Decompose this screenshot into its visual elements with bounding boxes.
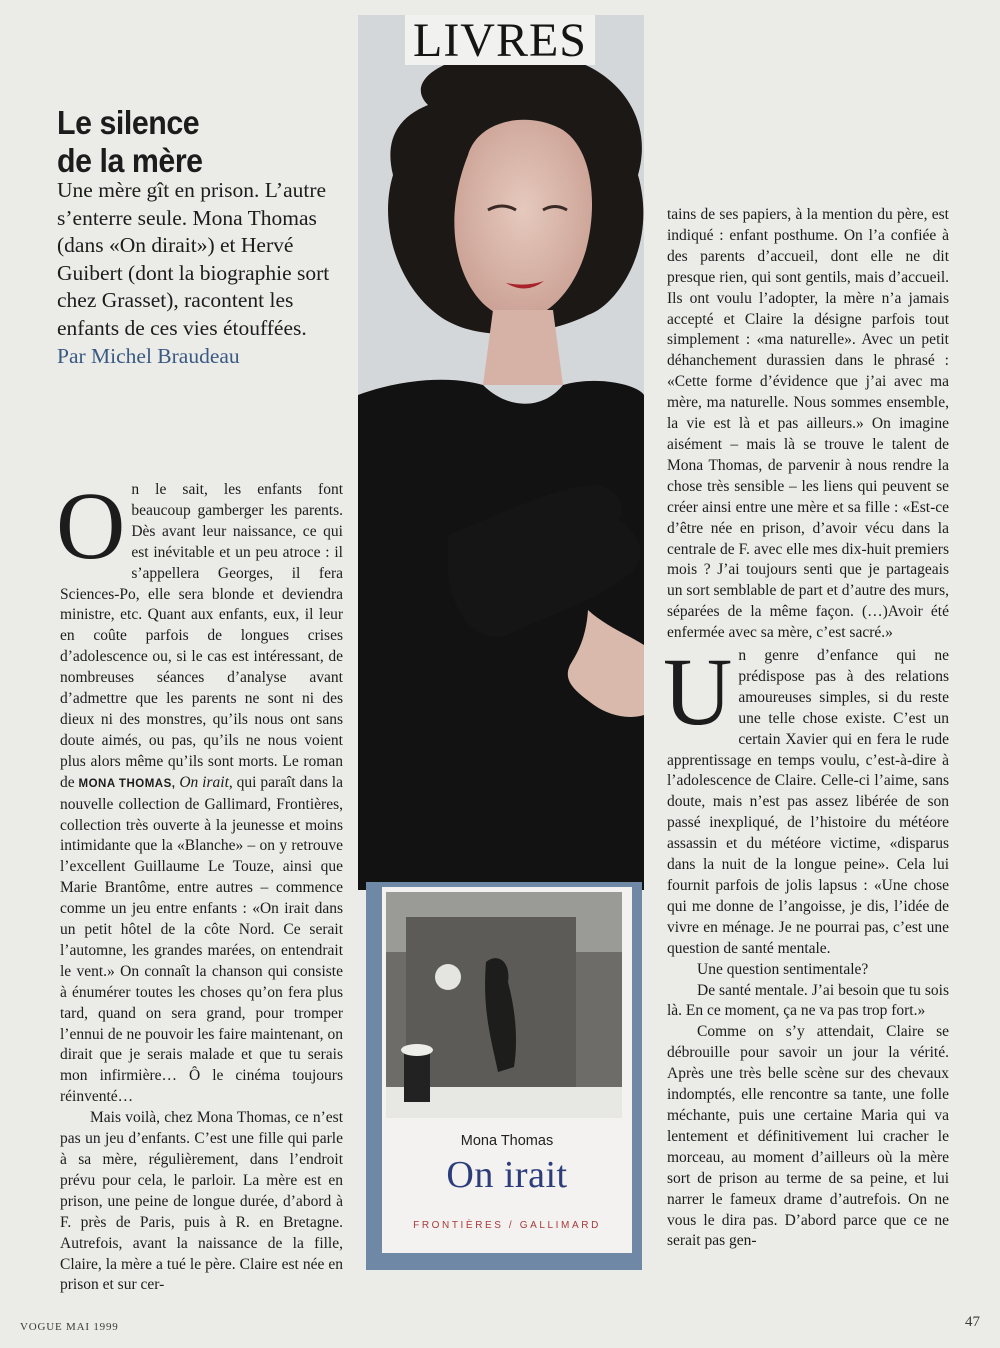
article-byline: Par Michel Braudeau [57, 344, 240, 368]
cover-author-wrap [382, 1133, 632, 1149]
cover-imprint: FRONTIÈRES / GALLIMARD [413, 1220, 601, 1231]
author-name: MONA THOMAS, [78, 777, 176, 790]
cover-title: On irait [446, 1154, 568, 1196]
paragraph: tains de ses papiers, à la mention du père, est indiqué : enfant posthume. On l’a confiée à des parents d’accueil, dont elle ne dit presque rien, qui sont gentils, mais d’accueil. Ils ont voulu l’adopter, la mère n’a jamais accepté et Claire la désigne parfois tout simplement : «ma naturelle». Avec un petit déhanchement durassien dans le phrasé : «Cette forme d’évidence que j’ai avec ma mère, ma naturelle. Nous sommes ensemble, la vie est là et pas ailleurs.» On imagine aisément – mais là se trouve le talent de Mona Thomas, de parvenir à nous rendre la chose très sensible – les liens qui peuvent se créer ainsi entre une mère et sa fille : «Est-ce d’être née en prison, d’avoir vécu dans la centrale de F. avec elle mes dix-huit premiers mois ? J’ai toujours senti que je partageais un sort semblable de part et d’autre des murs, séparées de la même façon. (…)Avoir été enfermée avec sa mère, c’est sacré.» [667, 206, 949, 642]
footer-magazine: VOGUE MAI 1999 [20, 1321, 119, 1333]
book-cover-photo [386, 892, 622, 1118]
page-number: 47 [965, 1314, 980, 1330]
paragraph: Comme on s’y attendait, Claire se débrouille pour savoir un jour la vérité. Après une très belle scène sur des chevaux indomptés, elle rencontre sa tante, une folle méchante, puis une certaine Maria qui va lentement et définitivement lui cracher le morceau, au moment d’ailleurs où la mère sort de prison au terme de sa peine, et lui narrer le fameux drame d’autrefois. On ne vous le dira pas. D’abord parce que ce ne serait pas gen- [667, 1023, 949, 1250]
cover-author: Mona Thomas [460, 1133, 554, 1149]
article-deck: Une mère gît en prison. L’autre s’enterre seule. Mona Thomas (dans «On dirait») et Hervé Guibert (dont la biographie sort chez Grasset), racontent les enfants de ces vies étouffées. [57, 178, 330, 340]
body-column-left [56, 472, 343, 1296]
paragraph-text: n le sait, les enfants font beaucoup gamberger les parents. Dès avant leur naissance, ce qui est inévitable et un peu atroce : il s’appellera Georges, il fera Sciences-Po, elle sera blonde et deviendra ministre, etc. Quant aux enfants, eux, il leur en coûte parfois de longues crises d’adolescence ou, si le cas est intéressant, de nombreuses séances d’analyse avant d’admettre que les parents ne sont ni des dieux ni des monstres, qu’ils nous ont sans doute aimés, ou pas, qu’ils ne nous voient plus alors même qu’ils sont morts. Le roman de [60, 481, 343, 791]
article-title-line1: Le silence [57, 104, 200, 141]
paragraph: De santé mentale. J’ai besoin que tu sois là. En ce moment, ça ne va pas trop fort.» [667, 981, 949, 1020]
drop-cap: U [663, 638, 733, 746]
section-title: LIVRES [413, 14, 587, 67]
paragraph-text: n genre d’enfance qui ne prédispose pas à des relations amoureuses simples, si du reste une telle chose existe. C’est un certain Xavier qui en fera le rude apprentissage en temps voulu, c’est-à-dire à l’adolescence de Claire. Celle-ci l’aime, sans doute, mais n’est pas assez libérée de son passé inexpliqué, de l’histoire du météore assassin et du météore victime, «disparus dans la nuit de la longue peine». Cela lui fournit parfois de jolis lapsus : «Une chose qui me donne de l’angoisse, je dis, l’idée de vivre en ménage. Je ne pourrai pas, c’est une question de santé mentale. [667, 647, 949, 957]
drop-cap: O [56, 472, 126, 579]
paragraph-text: , qui paraît dans la nouvelle collection de Gallimard, Frontières, collection très ouverte à la jeunesse et moins intimidante que la «Blanche» – on y retrouve l’excellent Guillaume Le Touze, ainsi que Marie Brantôme, entre autres – commence comme un jeu entre enfants : «On irait dans un petit hôtel de la côte Nord. Ce serait l’automne, les grandes marées, on entendrait le vent.» On connaît la chanson qui consiste à énumérer toutes les choses qu’on fera plus tard, quand on sera grand, pour tromper l’ennui de ne pouvoir les faire maintenant, on dirait que je serais malade et que tu serais mon infirmière… Ô le cinéma toujours réinventé… [60, 773, 343, 1106]
paragraph: Mais voilà, chez Mona Thomas, ce n’est pas un jeu d’enfants. C’est une fille qui parle à sa mère, régulièrement, dans l’endroit prévu pour cela, le parloir. La mère est en prison, une peine de longue durée, d’abord à F. près de Paris, puis à R. en Bretagne. Autrefois, avant la naissance de la fille, Claire, la mère a tué le père. Claire est née en prison et sur cer- [60, 1109, 343, 1294]
book-title-inline: On irait [179, 773, 229, 791]
paragraph: Une question sentimentale? [697, 960, 869, 978]
paragraph [663, 638, 949, 960]
paragraph [56, 472, 343, 1108]
cover-photo-illustration [386, 892, 622, 1118]
cover-title-wrap [382, 1153, 632, 1197]
body-column-right [663, 205, 949, 1252]
article-header [57, 104, 347, 370]
portrait-illustration [358, 15, 644, 890]
author-portrait-photo [358, 15, 644, 890]
cover-imprint-wrap [382, 1220, 632, 1231]
article-title-line2: de la mère [57, 142, 203, 179]
section-rubric [405, 15, 595, 65]
